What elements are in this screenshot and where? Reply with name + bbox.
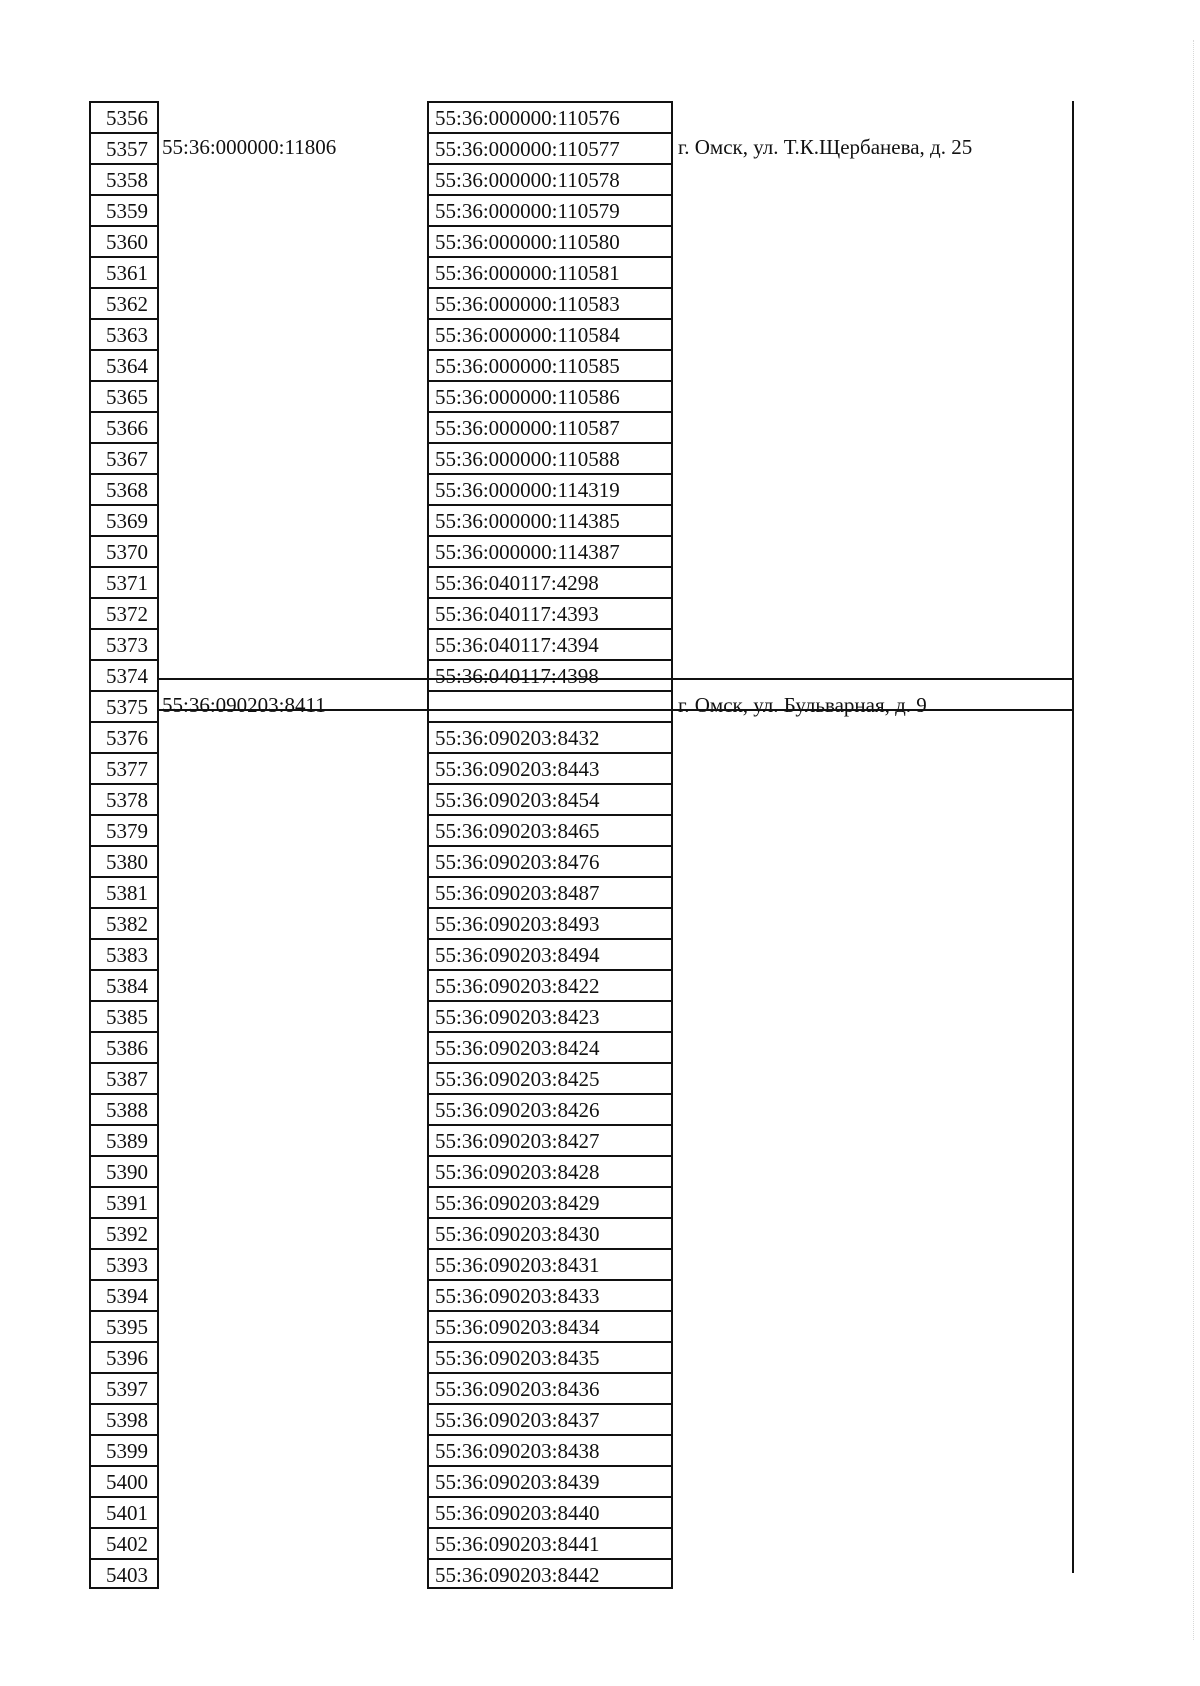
row-number-cell: 5388 bbox=[89, 1093, 159, 1124]
row-number-cell: 5392 bbox=[89, 1217, 159, 1248]
address-cell bbox=[673, 349, 1073, 380]
table-right-border bbox=[1072, 101, 1074, 1573]
address-cell bbox=[673, 845, 1073, 876]
table-row bbox=[0, 504, 1200, 535]
row-number-cell: 5384 bbox=[89, 969, 159, 1000]
parent-cadastral-number-cell bbox=[159, 1341, 427, 1372]
address-cell bbox=[673, 1217, 1073, 1248]
parent-cadastral-number-cell bbox=[159, 535, 427, 566]
address-cell bbox=[673, 1124, 1073, 1155]
address-cell bbox=[673, 1062, 1073, 1093]
parent-cadastral-number-cell bbox=[159, 597, 427, 628]
row-number-cell: 5391 bbox=[89, 1186, 159, 1217]
row-number-cell: 5365 bbox=[89, 380, 159, 411]
group-separator-top bbox=[159, 678, 1074, 680]
address-cell bbox=[673, 535, 1073, 566]
table-row bbox=[0, 876, 1200, 907]
table-row bbox=[0, 318, 1200, 349]
address-cell bbox=[673, 504, 1073, 535]
table-row bbox=[0, 1062, 1200, 1093]
parent-cadastral-number-cell bbox=[159, 845, 427, 876]
parent-cadastral-number-cell bbox=[159, 1031, 427, 1062]
cadastral-number-cell: 55:36:090203:8432 bbox=[427, 721, 673, 752]
address-cell bbox=[673, 473, 1073, 504]
parent-cadastral-number-cell bbox=[159, 1496, 427, 1527]
row-number-cell: 5383 bbox=[89, 938, 159, 969]
table-row bbox=[0, 256, 1200, 287]
cadastral-number-cell: 55:36:090203:8429 bbox=[427, 1186, 673, 1217]
table-row bbox=[0, 442, 1200, 473]
row-number-cell: 5359 bbox=[89, 194, 159, 225]
parent-cadastral-number-cell bbox=[159, 1062, 427, 1093]
table-row bbox=[0, 101, 1200, 132]
parent-cadastral-number-cell bbox=[159, 659, 427, 690]
parent-cadastral-number-cell bbox=[159, 194, 427, 225]
parent-cadastral-number-cell bbox=[159, 225, 427, 256]
cadastral-number-cell: 55:36:040117:4393 bbox=[427, 597, 673, 628]
table-row bbox=[0, 473, 1200, 504]
row-number-cell: 5398 bbox=[89, 1403, 159, 1434]
row-number-cell: 5382 bbox=[89, 907, 159, 938]
parent-cadastral-number-cell bbox=[159, 101, 427, 132]
address-cell bbox=[673, 1031, 1073, 1062]
cadastral-number-cell: 55:36:000000:110578 bbox=[427, 163, 673, 194]
cadastral-number-cell: 55:36:090203:8434 bbox=[427, 1310, 673, 1341]
row-number-cell: 5368 bbox=[89, 473, 159, 504]
address-cell bbox=[673, 1465, 1073, 1496]
cadastral-number-cell: 55:36:090203:8443 bbox=[427, 752, 673, 783]
table-row bbox=[0, 845, 1200, 876]
row-number-cell: 5385 bbox=[89, 1000, 159, 1031]
address-cell bbox=[673, 938, 1073, 969]
address-cell bbox=[673, 1341, 1073, 1372]
table-row bbox=[0, 194, 1200, 225]
table-row bbox=[0, 225, 1200, 256]
address-cell: г. Омск, ул. Бульварная, д. 9 bbox=[678, 693, 927, 717]
table-row bbox=[0, 349, 1200, 380]
cadastral-number-cell: 55:36:090203:8423 bbox=[427, 1000, 673, 1031]
table-row bbox=[0, 1093, 1200, 1124]
address-cell bbox=[673, 101, 1073, 132]
table-row bbox=[0, 1434, 1200, 1465]
address-cell bbox=[673, 1155, 1073, 1186]
parent-cadastral-number-cell bbox=[159, 1217, 427, 1248]
address-cell bbox=[673, 1372, 1073, 1403]
address-cell bbox=[673, 659, 1073, 690]
row-number-cell: 5393 bbox=[89, 1248, 159, 1279]
address-cell bbox=[673, 1248, 1073, 1279]
parent-cadastral-number-cell bbox=[159, 1279, 427, 1310]
table-row bbox=[0, 814, 1200, 845]
parent-cadastral-number-cell bbox=[159, 163, 427, 194]
table-row bbox=[0, 659, 1200, 690]
cadastral-number-cell: 55:36:000000:110583 bbox=[427, 287, 673, 318]
address-cell bbox=[673, 1093, 1073, 1124]
cadastral-number-cell: 55:36:090203:8425 bbox=[427, 1062, 673, 1093]
parent-cadastral-number-cell bbox=[159, 783, 427, 814]
cadastral-number-cell: 55:36:000000:114385 bbox=[427, 504, 673, 535]
cadastral-number-cell: 55:36:000000:110585 bbox=[427, 349, 673, 380]
row-number-cell: 5380 bbox=[89, 845, 159, 876]
table-row bbox=[0, 1341, 1200, 1372]
cadastral-number-cell: 55:36:000000:110577 bbox=[427, 132, 673, 163]
table-row bbox=[0, 690, 1200, 721]
row-number-cell: 5363 bbox=[89, 318, 159, 349]
parent-cadastral-number-cell: 55:36:090203:8411 bbox=[162, 693, 326, 717]
row-number-cell: 5370 bbox=[89, 535, 159, 566]
cadastral-number-cell: 55:36:090203:8476 bbox=[427, 845, 673, 876]
table-row bbox=[0, 1310, 1200, 1341]
cadastral-number-cell: 55:36:090203:8427 bbox=[427, 1124, 673, 1155]
parent-cadastral-number-cell bbox=[159, 814, 427, 845]
parent-cadastral-number-cell bbox=[159, 1527, 427, 1558]
table-row bbox=[0, 1496, 1200, 1527]
table-row bbox=[0, 535, 1200, 566]
table-row bbox=[0, 566, 1200, 597]
cadastral-number-cell: 55:36:090203:8428 bbox=[427, 1155, 673, 1186]
table-row bbox=[0, 907, 1200, 938]
table-row bbox=[0, 163, 1200, 194]
cadastral-number-cell: 55:36:000000:110586 bbox=[427, 380, 673, 411]
table-row bbox=[0, 411, 1200, 442]
row-number-cell: 5358 bbox=[89, 163, 159, 194]
row-number-cell: 5371 bbox=[89, 566, 159, 597]
cadastral-number-cell: 55:36:090203:8422 bbox=[427, 969, 673, 1000]
address-cell bbox=[673, 1279, 1073, 1310]
row-number-cell: 5394 bbox=[89, 1279, 159, 1310]
row-number-cell: 5390 bbox=[89, 1155, 159, 1186]
table-row bbox=[0, 783, 1200, 814]
parent-cadastral-number-cell bbox=[159, 1124, 427, 1155]
parent-cadastral-number-cell bbox=[159, 752, 427, 783]
row-number-cell: 5364 bbox=[89, 349, 159, 380]
table-row bbox=[0, 1558, 1200, 1589]
table-row bbox=[0, 1465, 1200, 1496]
table-row bbox=[0, 938, 1200, 969]
cadastral-number-cell: 55:36:090203:8435 bbox=[427, 1341, 673, 1372]
parent-cadastral-number-cell bbox=[159, 1372, 427, 1403]
parent-cadastral-number-cell bbox=[159, 628, 427, 659]
parent-cadastral-number-cell bbox=[159, 411, 427, 442]
cadastral-number-cell: 55:36:090203:8426 bbox=[427, 1093, 673, 1124]
table-row bbox=[0, 1217, 1200, 1248]
row-number-cell: 5387 bbox=[89, 1062, 159, 1093]
row-number-cell: 5402 bbox=[89, 1527, 159, 1558]
cadastral-number-cell: 55:36:000000:110580 bbox=[427, 225, 673, 256]
address-cell bbox=[673, 225, 1073, 256]
cadastral-number-cell: 55:36:090203:8433 bbox=[427, 1279, 673, 1310]
address-cell bbox=[673, 1186, 1073, 1217]
parent-cadastral-number-cell bbox=[159, 876, 427, 907]
row-number-cell: 5395 bbox=[89, 1310, 159, 1341]
row-number-cell: 5403 bbox=[89, 1558, 159, 1589]
row-number-cell: 5369 bbox=[89, 504, 159, 535]
cadastral-number-cell: 55:36:090203:8465 bbox=[427, 814, 673, 845]
address-cell bbox=[673, 442, 1073, 473]
address-cell bbox=[673, 721, 1073, 752]
address-cell bbox=[673, 318, 1073, 349]
cadastral-number-cell: 55:36:090203:8441 bbox=[427, 1527, 673, 1558]
table-row bbox=[0, 597, 1200, 628]
parent-cadastral-number-cell bbox=[159, 1155, 427, 1186]
row-number-cell: 5396 bbox=[89, 1341, 159, 1372]
address-cell bbox=[673, 1527, 1073, 1558]
cadastral-number-cell: 55:36:090203:8442 bbox=[427, 1558, 673, 1589]
parent-cadastral-number-cell bbox=[159, 256, 427, 287]
cadastral-number-cell bbox=[427, 690, 673, 721]
row-number-cell: 5362 bbox=[89, 287, 159, 318]
row-number-cell: 5386 bbox=[89, 1031, 159, 1062]
cadastral-number-cell: 55:36:040117:4398 bbox=[427, 659, 673, 690]
parent-cadastral-number-cell bbox=[159, 721, 427, 752]
row-number-cell: 5366 bbox=[89, 411, 159, 442]
row-number-cell: 5381 bbox=[89, 876, 159, 907]
row-number-cell: 5356 bbox=[89, 101, 159, 132]
table-row bbox=[0, 721, 1200, 752]
address-cell: г. Омск, ул. Т.К.Щербанева, д. 25 bbox=[678, 135, 973, 159]
row-number-cell: 5376 bbox=[89, 721, 159, 752]
table-row bbox=[0, 969, 1200, 1000]
address-cell bbox=[673, 380, 1073, 411]
row-number-cell: 5375 bbox=[89, 690, 159, 721]
address-cell bbox=[673, 1403, 1073, 1434]
address-cell bbox=[673, 628, 1073, 659]
address-cell bbox=[673, 1496, 1073, 1527]
cadastral-number-cell: 55:36:090203:8454 bbox=[427, 783, 673, 814]
row-number-cell: 5397 bbox=[89, 1372, 159, 1403]
row-number-cell: 5400 bbox=[89, 1465, 159, 1496]
parent-cadastral-number-cell bbox=[159, 473, 427, 504]
parent-cadastral-number-cell bbox=[159, 380, 427, 411]
parent-cadastral-number-cell bbox=[159, 1186, 427, 1217]
row-number-cell: 5360 bbox=[89, 225, 159, 256]
cadastral-number-cell: 55:36:000000:110588 bbox=[427, 442, 673, 473]
cadastral-number-cell: 55:36:090203:8430 bbox=[427, 1217, 673, 1248]
parent-cadastral-number-cell bbox=[159, 1000, 427, 1031]
cadastral-number-cell: 55:36:090203:8436 bbox=[427, 1372, 673, 1403]
group-separator-bottom bbox=[159, 709, 1074, 711]
cadastral-number-cell: 55:36:090203:8438 bbox=[427, 1434, 673, 1465]
table-row bbox=[0, 1124, 1200, 1155]
address-cell bbox=[673, 194, 1073, 225]
cadastral-number-cell: 55:36:090203:8424 bbox=[427, 1031, 673, 1062]
parent-cadastral-number-cell bbox=[159, 1403, 427, 1434]
table-row bbox=[0, 132, 1200, 163]
table-row bbox=[0, 1186, 1200, 1217]
row-number-cell: 5401 bbox=[89, 1496, 159, 1527]
table-row bbox=[0, 1403, 1200, 1434]
table-row bbox=[0, 628, 1200, 659]
table-row bbox=[0, 287, 1200, 318]
parent-cadastral-number-cell bbox=[159, 1558, 427, 1589]
table-row bbox=[0, 380, 1200, 411]
address-cell bbox=[673, 907, 1073, 938]
parent-cadastral-number-cell bbox=[159, 1434, 427, 1465]
address-cell bbox=[673, 256, 1073, 287]
table-row bbox=[0, 1372, 1200, 1403]
cadastral-number-cell: 55:36:000000:114387 bbox=[427, 535, 673, 566]
address-cell bbox=[673, 752, 1073, 783]
parent-cadastral-number-cell bbox=[159, 907, 427, 938]
cadastral-number-cell: 55:36:090203:8487 bbox=[427, 876, 673, 907]
address-cell bbox=[673, 1310, 1073, 1341]
row-number-cell: 5378 bbox=[89, 783, 159, 814]
row-number-cell: 5377 bbox=[89, 752, 159, 783]
parent-cadastral-number-cell bbox=[159, 1248, 427, 1279]
address-cell bbox=[673, 287, 1073, 318]
row-number-cell: 5373 bbox=[89, 628, 159, 659]
table-row bbox=[0, 1279, 1200, 1310]
address-cell bbox=[673, 1434, 1073, 1465]
parent-cadastral-number-cell bbox=[159, 938, 427, 969]
parent-cadastral-number-cell bbox=[159, 566, 427, 597]
address-cell bbox=[673, 163, 1073, 194]
cadastral-number-cell: 55:36:090203:8439 bbox=[427, 1465, 673, 1496]
cadastral-number-cell: 55:36:090203:8431 bbox=[427, 1248, 673, 1279]
cadastral-number-cell: 55:36:000000:110579 bbox=[427, 194, 673, 225]
table-row bbox=[0, 1248, 1200, 1279]
table-row bbox=[0, 1031, 1200, 1062]
cadastral-number-cell: 55:36:040117:4298 bbox=[427, 566, 673, 597]
parent-cadastral-number-cell: 55:36:000000:11806 bbox=[162, 135, 337, 159]
cadastral-number-cell: 55:36:000000:110584 bbox=[427, 318, 673, 349]
parent-cadastral-number-cell bbox=[159, 1310, 427, 1341]
parent-cadastral-number-cell bbox=[159, 442, 427, 473]
address-cell bbox=[673, 1558, 1073, 1589]
parent-cadastral-number-cell bbox=[159, 1093, 427, 1124]
parent-cadastral-number-cell bbox=[159, 349, 427, 380]
table-row bbox=[0, 1527, 1200, 1558]
address-cell bbox=[673, 876, 1073, 907]
row-number-cell: 5372 bbox=[89, 597, 159, 628]
parent-cadastral-number-cell bbox=[159, 504, 427, 535]
parent-cadastral-number-cell bbox=[159, 287, 427, 318]
address-cell bbox=[673, 411, 1073, 442]
table-row bbox=[0, 1155, 1200, 1186]
address-cell bbox=[673, 597, 1073, 628]
row-number-cell: 5379 bbox=[89, 814, 159, 845]
cadastral-number-cell: 55:36:090203:8493 bbox=[427, 907, 673, 938]
cadastral-number-cell: 55:36:000000:110581 bbox=[427, 256, 673, 287]
cadastral-number-cell: 55:36:090203:8437 bbox=[427, 1403, 673, 1434]
address-cell bbox=[673, 969, 1073, 1000]
table-row bbox=[0, 1000, 1200, 1031]
parent-cadastral-number-cell bbox=[159, 318, 427, 349]
cadastral-number-cell: 55:36:090203:8494 bbox=[427, 938, 673, 969]
cadastral-number-cell: 55:36:090203:8440 bbox=[427, 1496, 673, 1527]
address-cell bbox=[673, 1000, 1073, 1031]
parent-cadastral-number-cell bbox=[159, 969, 427, 1000]
address-cell bbox=[673, 783, 1073, 814]
address-cell bbox=[673, 814, 1073, 845]
parent-cadastral-number-cell bbox=[159, 1465, 427, 1496]
cadastral-number-cell: 55:36:000000:110576 bbox=[427, 101, 673, 132]
table-row bbox=[0, 752, 1200, 783]
cadastral-number-cell: 55:36:040117:4394 bbox=[427, 628, 673, 659]
row-number-cell: 5367 bbox=[89, 442, 159, 473]
row-number-cell: 5389 bbox=[89, 1124, 159, 1155]
cadastral-number-cell: 55:36:000000:110587 bbox=[427, 411, 673, 442]
address-cell bbox=[673, 566, 1073, 597]
row-number-cell: 5357 bbox=[89, 132, 159, 163]
row-number-cell: 5374 bbox=[89, 659, 159, 690]
row-number-cell: 5361 bbox=[89, 256, 159, 287]
row-number-cell: 5399 bbox=[89, 1434, 159, 1465]
cadastral-number-cell: 55:36:000000:114319 bbox=[427, 473, 673, 504]
